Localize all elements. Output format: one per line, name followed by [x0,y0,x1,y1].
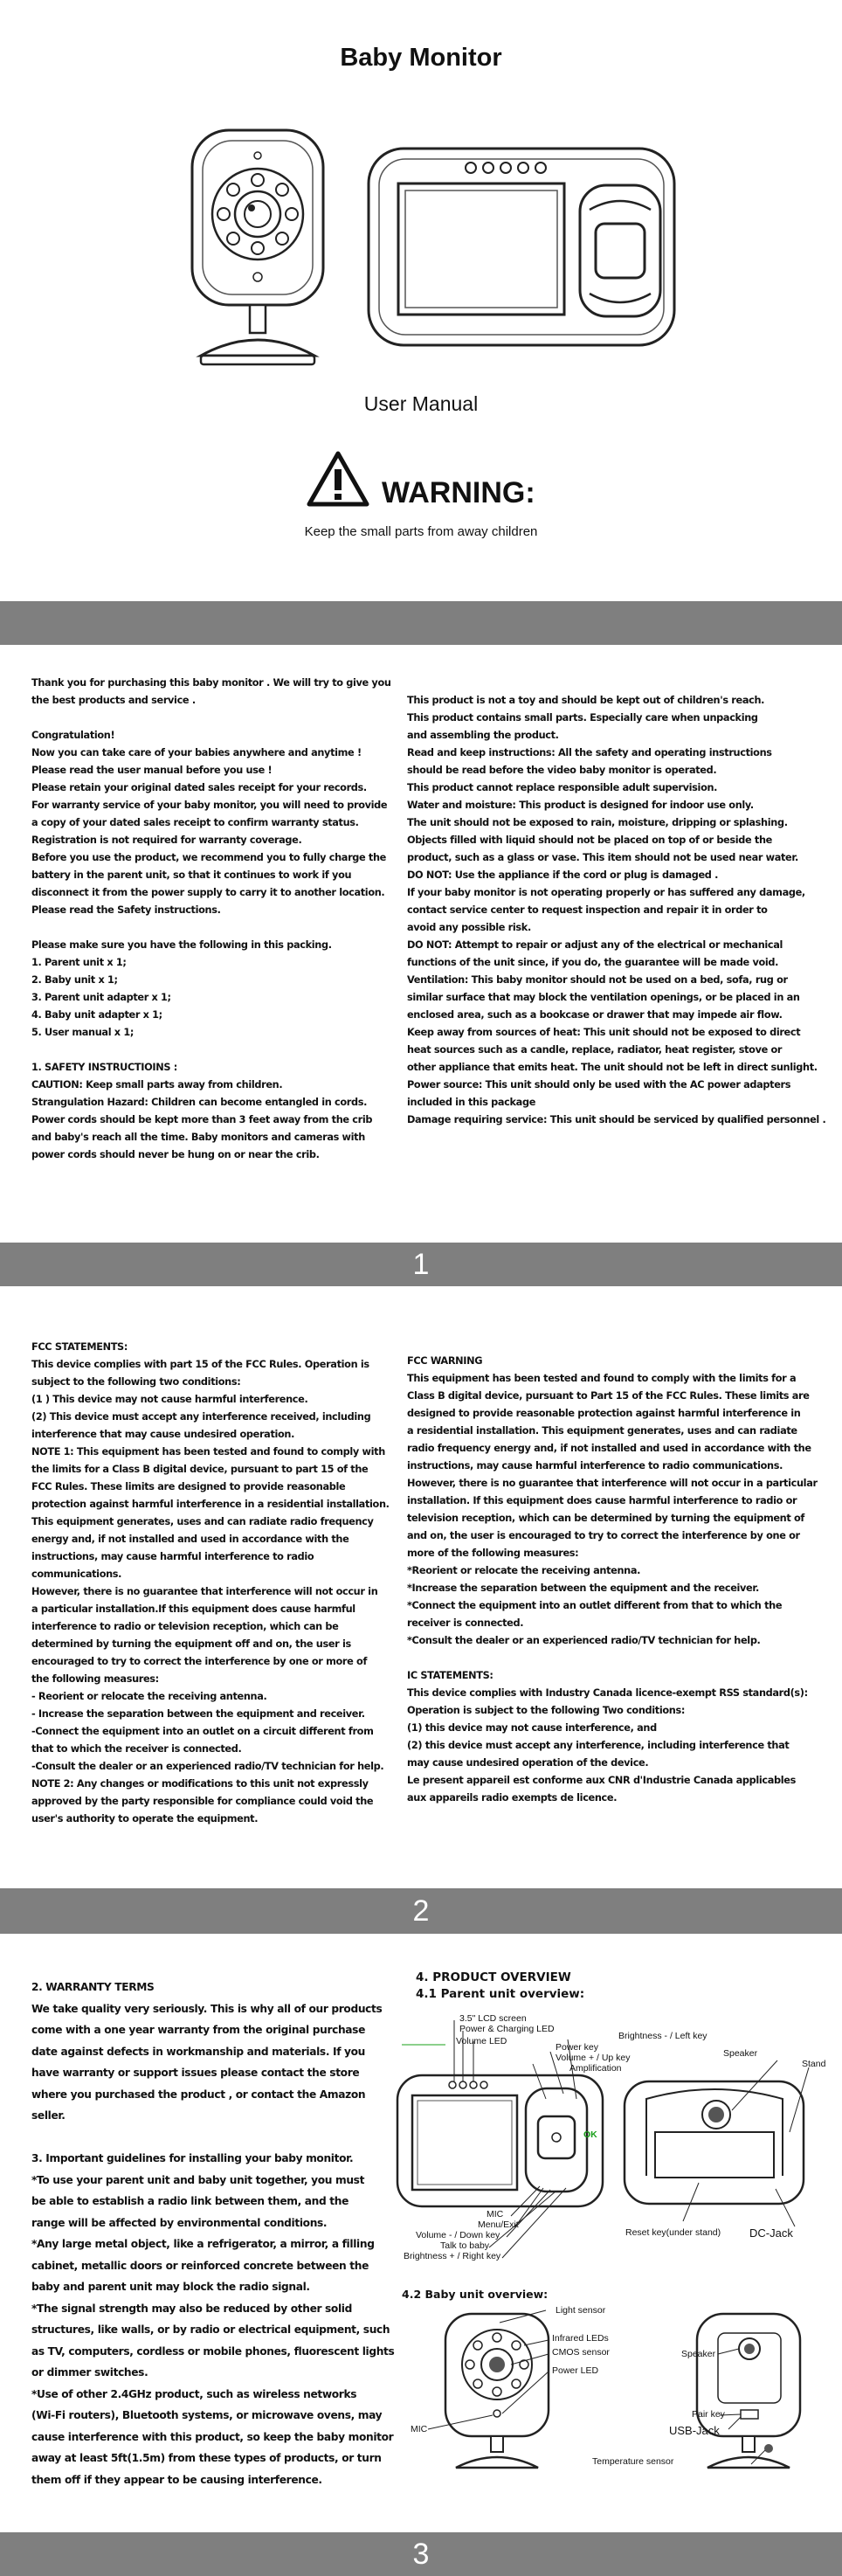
label-brightness-right-key: Brightness + / Right key [404,2251,501,2261]
page1-left-column: Thank you for purchasing this baby monitor . We will try to give you the best products and service . Congratulation! Now you can take care of your babies anywhere and anytime ! Please read the user manual before you use ! Please retain your original dated sales receipt for your records. For warranty service of your baby monitor, you will need to provide a copy of your dated sales receipt to confirm warranty status. Registration is not required for warranty coverage. Before you use the product, we recommend you to fully charge the battery in the parent unit, so that it continues to work if you disconnect it from the power supply to carry it to another location. Please read the Safety instructions. Please make sure you have the following in this packing. 1. Parent unit x 1; 2. Baby unit x 1; 3. Parent unit adapter x 1; 4. Baby unit adapter x 1; 5. User manual x 1; 1. SAFETY INSTRUCTIOINS : CAUTION: Keep small parts away from children. Strangulation Hazard: Children can become entangled in cords. Power cords should be kept more than 3 feet away from the crib and baby's reach all the time. Baby monitors and cameras with power cords should never be hung on or near the crib. [31,677,391,1160]
label-ok-key: OK [583,2129,597,2140]
label-mic: MIC [487,2209,504,2219]
baby-unit-overview-title: 4.2 Baby unit overview: [402,2288,549,2301]
label-speaker: Speaker [681,2349,716,2359]
label-volume-down-key: Volume - / Down key [416,2230,500,2240]
parent-unit-overview-title: 4.1 Parent unit overview: [416,1987,585,2001]
label-usb-jack: USB-Jack [669,2424,720,2437]
page-number-band: 3 [0,2532,842,2576]
page-number-band: 2 [0,1888,842,1934]
warning-subtitle: Keep the small parts from away children [304,524,538,539]
parent-unit-illustration [360,140,683,354]
label-power-key: Power key [556,2042,599,2053]
label-infrared-leds: Infrared LEDs [552,2333,609,2344]
label-lcd-screen: 3.5" LCD screen [459,2013,527,2024]
label-reset-key: Reset key(under stand) [625,2227,721,2238]
label-brightness-left-key: Brightness - / Left key [618,2031,707,2041]
label-power-charging-led: Power & Charging LED [459,2024,555,2034]
page1-right-column: This product is not a toy and should be kept out of children's reach. This product contains small parts. Especially care when unpacking and assembling the product. Read and keep instructions: All the safety and operating instructions should be read before the video baby monitor is operated. This product cannot replace responsible adult supervision. Water and moisture: This product is designed for indoor use only. The unit should not be exposed to rain, moisture, dripping or splashing. Objects filled with liquid should not be placed on top of or beside the product, such as a glass or vase. This item should not be used near water. DO NOT: Use the appliance if the cord or plug is damaged . If your baby monitor is not operating properly or has suffered any damage, contact service center to request inspection and repair it in order to avoid any possible risk. DO NOT: Attempt to repair or adjust any of the electrical or mechanical functions of the unit since, if you do, the guarantee will be made void. Ventilation: This baby monitor should not be used on a bed, sofa, rug or similar surface that may block the ventilation openings, or be placed in an enclosed area, such as a bookcase or drawer that may impede air flow. Keep away from sources of heat: This unit should not be exposed to direct heat sources such as a candle, replace, radiator, heat register, stove or other appliance that emits heat. The unit should not be left in direct sunlight. Power source: This unit should only be used with the AC power adapters included in this package Damage requiring service: This unit should be serviced by qualified personnel . [407,695,826,1125]
label-volume-led: Volume LED [456,2036,507,2046]
label-talk-to-baby: Talk to baby [440,2240,490,2251]
baby-camera-illustration [175,127,341,376]
label-amplification: Amplification [569,2063,622,2074]
page3-left-column: 2. WARRANTY TERMS We take quality very seriously. This is why all of our products come with a one year warranty from the original purchase date against defects in workmanship and materials. If you have warranty or support issues please contact the store where you purchased the product , or contact the Amazon seller. 3. Important guidelines for installing your baby monitor. *To use your parent unit and baby unit together, you must be able to establish a radio link between them, and the range will be affected by environmental conditions. *Any large metal object, like a refrigerator, a mirror, a filling cabinet, metallic doors or reinforced concrete between the baby and parent unit may block the radio signal. *The signal strength may also be reduced by other solid structures, like walls, or by radio or electrical equipment, such as TV, computers, cordless or mobile phones, fluorescent lights or dimmer switches. *Use of other 2.4GHz product, such as wireless networks (Wi-Fi routers), Bluetooth systems, or microwave ovens, may cause interference with this product, so keep the baby monitor away at least 5ft(1.5m) from these types of products, or turn them off if they appear to be causing interference. [31,1981,395,2486]
page-number-band: 1 [0,1243,842,1286]
label-power-led: Power LED [552,2365,599,2376]
user-manual-subtitle: User Manual [363,392,479,415]
section-divider-band [0,601,842,645]
label-dc-jack: DC-Jack [749,2226,793,2240]
warning-title: WARNING: [382,476,535,509]
label-menu-exit: Menu/Exit [478,2219,519,2230]
label-speaker: Speaker [723,2048,758,2059]
baby-unit-overview-diagram [393,2307,830,2482]
label-temperature-sensor: Temperature sensor [592,2456,674,2467]
product-overview-title: 4. PRODUCT OVERVIEW [416,1970,571,1984]
label-mic: MIC [411,2424,428,2434]
label-volume-up-key: Volume + / Up key [556,2053,631,2063]
label-pair-key: Pair key [692,2409,725,2420]
page2-left-column: FCC STATEMENTS: This device complies with part 15 of the FCC Rules. Operation is subject to the following two conditions: (1 ) This device may not cause harmful interference. (2) This device must accept any interference received, including interference that may cause undesired operation. NOTE 1: This equipment has been tested and found to comply with the limits for a Class B digital device, pursuant to part 15 of the FCC Rules. These limits are designed to provide reasonable protection against harmful interference in a residential installation. This equipment generates, uses and can radiate radio frequency energy and, if not installed and used in accordance with the instructions, may cause harmful interference to radio communications. However, there is no guarantee that interference will not occur in a particular installation.If this equipment does cause harmful interference to radio or television reception, which can be determined by turning the equipment off and on, the user is encouraged to try to correct the interference by one or more of the following measures: - Reorient or relocate the receiving antenna. - Increase the separation between the equipment and receiver. -Connect the equipment into an outlet on a circuit different from that to which the receiver is connected. -Consult the dealer or an experienced radio/TV technician for help. NOTE 2: Any changes or modifications to this unit not expressly approved by the party responsible for compliance could void the user's authority to operate the equipment. [31,1341,390,1825]
page-title: Baby Monitor [340,44,502,72]
label-cmos-sensor: CMOS sensor [552,2347,610,2358]
page2-right-column: FCC WARNING This equipment has been tested and found to comply with the limits for a Class B digital device, pursuant to Part 15 of the FCC Rules. These limits are designed to provide reasonable protection against harmful interference in a residential installation. This equipment generates, uses and can radiate radio frequency energy and, if not installed and used in accordance with the instructions, may cause harmful interference to radio communications. However, there is no guarantee that interference will not occur in a particular installation. If this equipment does cause harmful interference to radio or television reception, which can be determined by turning the equipment of and on, the user is encouraged to try to correct the interference by one or more of the following measures: *Reorient or relocate the receiving antenna. *Increase the separation between the equipment and the receiver. *Connect the equipment into an outlet different from that to which the receiver is connected. *Consult the dealer or an experienced radio/TV technician for help. IC STATEMENTS: This device complies with Industry Canada licence-exempt RSS standard(s): Operation is subject to the following Two conditions: (1) this device may not cause interference, and (2) this device must accept any interference, including interference that may cause undesired operation of the device. Le present appareil est conforme aux CNR d'Industrie Canada applicables aux appareils radio exempts de licence. [407,1355,818,1804]
label-stand: Stand [802,2059,826,2069]
warning-icon [306,450,370,508]
label-light-sensor: Light sensor [556,2305,606,2316]
